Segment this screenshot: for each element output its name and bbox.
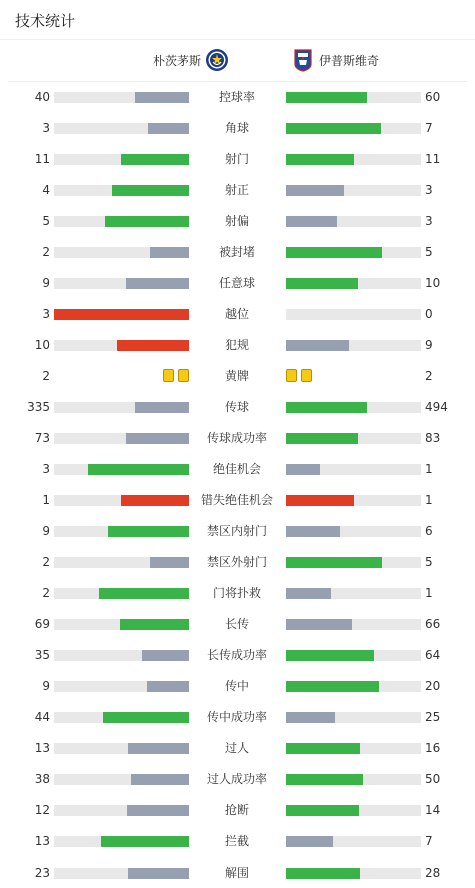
away-value: 7 bbox=[425, 121, 433, 136]
home-value: 11 bbox=[34, 152, 50, 167]
home-bar-fill bbox=[126, 278, 189, 289]
away-bar-track bbox=[286, 712, 421, 723]
home-value: 10 bbox=[34, 338, 50, 353]
home-bar-track bbox=[54, 185, 189, 196]
away-value: 6 bbox=[425, 524, 433, 539]
home-bar-track bbox=[54, 836, 189, 847]
away-bar-track bbox=[286, 650, 421, 661]
home-bar-track bbox=[54, 247, 189, 258]
teams-row bbox=[8, 40, 467, 82]
away-value: 494 bbox=[425, 400, 448, 415]
home-bar-fill bbox=[99, 588, 189, 599]
away-value: 1 bbox=[425, 462, 433, 477]
home-bar-fill bbox=[147, 681, 189, 692]
away-bar-fill bbox=[286, 185, 344, 196]
stat-label: 传中 bbox=[224, 679, 249, 694]
home-value: 13 bbox=[34, 834, 50, 849]
stat-row bbox=[0, 431, 475, 445]
home-value: 38 bbox=[34, 772, 50, 787]
away-bar-track bbox=[286, 526, 421, 537]
home-bar-fill bbox=[101, 836, 189, 847]
home-crest-icon bbox=[205, 48, 229, 72]
away-team-name: 伊普斯维奇 bbox=[319, 53, 380, 68]
away-bar-fill bbox=[286, 402, 367, 413]
stat-row bbox=[0, 648, 475, 662]
home-bar-fill bbox=[54, 309, 189, 320]
stat-label: 拦截 bbox=[224, 834, 249, 849]
away-bar-fill bbox=[286, 464, 320, 475]
stat-row bbox=[0, 710, 475, 724]
stat-label: 传球 bbox=[224, 400, 249, 415]
away-value: 83 bbox=[425, 431, 441, 446]
home-value: 9 bbox=[42, 276, 50, 291]
stat-label: 错失绝佳机会 bbox=[200, 493, 273, 508]
home-value: 5 bbox=[42, 214, 50, 229]
home-bar-track bbox=[54, 712, 189, 723]
home-bar-track bbox=[54, 619, 189, 630]
away-bar-track bbox=[286, 92, 421, 103]
stat-row bbox=[0, 152, 475, 166]
away-bar-fill bbox=[286, 154, 354, 165]
away-value: 3 bbox=[425, 183, 433, 198]
stat-label: 射偏 bbox=[224, 214, 249, 229]
home-bar-fill bbox=[127, 805, 189, 816]
away-value: 16 bbox=[425, 741, 441, 756]
stat-row bbox=[0, 245, 475, 259]
stat-label: 犯规 bbox=[224, 338, 249, 353]
home-team-name: 朴茨茅斯 bbox=[152, 53, 201, 68]
home-value: 2 bbox=[42, 555, 50, 570]
away-bar-track bbox=[286, 495, 421, 506]
home-bar-track bbox=[54, 681, 189, 692]
away-bar-track bbox=[286, 836, 421, 847]
away-value: 50 bbox=[425, 772, 441, 787]
home-value: 12 bbox=[34, 803, 50, 818]
away-bar-track bbox=[286, 681, 421, 692]
stat-row bbox=[0, 338, 475, 352]
home-bar-track bbox=[54, 588, 189, 599]
yellow-card-icon bbox=[286, 369, 297, 382]
home-bar-fill bbox=[135, 92, 189, 103]
home-bar-fill bbox=[103, 712, 189, 723]
home-bar-fill bbox=[108, 526, 189, 537]
away-bar-fill bbox=[286, 650, 374, 661]
away-bar-fill bbox=[286, 681, 379, 692]
yellow-card-icon bbox=[163, 369, 174, 382]
home-value: 3 bbox=[42, 307, 50, 322]
stat-label: 角球 bbox=[224, 121, 249, 136]
away-bar-track bbox=[286, 774, 421, 785]
home-bar-track bbox=[54, 868, 189, 879]
away-bar-fill bbox=[286, 495, 354, 506]
stat-row bbox=[0, 400, 475, 414]
stat-row bbox=[0, 214, 475, 228]
away-value: 28 bbox=[425, 865, 441, 880]
home-bar-track bbox=[54, 123, 189, 134]
away-value: 66 bbox=[425, 617, 441, 632]
away-value: 11 bbox=[425, 152, 441, 167]
home-value: 23 bbox=[34, 865, 50, 880]
home-bar-fill bbox=[150, 247, 189, 258]
home-bar-track bbox=[54, 526, 189, 537]
home-value: 2 bbox=[42, 369, 50, 384]
stat-row bbox=[0, 90, 475, 104]
away-bar-fill bbox=[286, 433, 358, 444]
home-bar-fill bbox=[112, 185, 189, 196]
away-value: 5 bbox=[425, 245, 433, 260]
away-value: 14 bbox=[425, 803, 441, 818]
stat-label: 传球成功率 bbox=[206, 431, 267, 446]
stat-label: 过人 bbox=[224, 741, 249, 756]
stat-row bbox=[0, 183, 475, 197]
stat-label: 控球率 bbox=[218, 90, 255, 104]
away-bar-fill bbox=[286, 868, 360, 879]
home-value: 35 bbox=[34, 648, 50, 663]
stat-row bbox=[0, 834, 475, 848]
away-value: 7 bbox=[425, 834, 433, 849]
home-value: 40 bbox=[34, 90, 50, 104]
stat-label: 黄牌 bbox=[224, 369, 249, 384]
stat-row bbox=[0, 121, 475, 135]
home-bar-track bbox=[54, 743, 189, 754]
stat-label: 射正 bbox=[224, 183, 249, 198]
home-bar-track bbox=[54, 774, 189, 785]
away-bar-fill bbox=[286, 340, 349, 351]
home-value: 3 bbox=[42, 462, 50, 477]
away-bar-fill bbox=[286, 123, 381, 134]
home-bar-track bbox=[54, 650, 189, 661]
stat-row bbox=[0, 772, 475, 786]
stat-label: 传中成功率 bbox=[206, 710, 267, 725]
stat-row bbox=[0, 803, 475, 817]
stat-label: 门将扑救 bbox=[212, 586, 261, 601]
away-value: 3 bbox=[425, 214, 433, 229]
away-bar-track bbox=[286, 588, 421, 599]
stat-row bbox=[0, 369, 475, 383]
stat-label: 任意球 bbox=[218, 276, 255, 291]
away-team[interactable] bbox=[291, 48, 379, 72]
home-value: 335 bbox=[27, 400, 50, 415]
home-bar-fill bbox=[135, 402, 189, 413]
away-bar-fill bbox=[286, 619, 352, 630]
home-yellow-cards bbox=[163, 369, 189, 382]
away-bar-fill bbox=[286, 836, 333, 847]
away-value: 10 bbox=[425, 276, 441, 291]
home-bar-fill bbox=[128, 743, 189, 754]
home-value: 44 bbox=[34, 710, 50, 725]
home-value: 69 bbox=[34, 617, 50, 632]
home-bar-track bbox=[54, 154, 189, 165]
away-bar-track bbox=[286, 464, 421, 475]
away-bar-fill bbox=[286, 557, 382, 568]
stat-row bbox=[0, 679, 475, 693]
home-value: 9 bbox=[42, 679, 50, 694]
away-bar-track bbox=[286, 743, 421, 754]
home-bar-track bbox=[54, 402, 189, 413]
stat-row bbox=[0, 524, 475, 538]
home-bar-fill bbox=[121, 154, 189, 165]
away-bar-track bbox=[286, 805, 421, 816]
stat-row bbox=[0, 741, 475, 755]
stat-label: 抢断 bbox=[224, 803, 249, 818]
away-bar-track bbox=[286, 402, 421, 413]
stat-label: 射门 bbox=[224, 152, 249, 167]
home-bar-fill bbox=[142, 650, 189, 661]
away-bar-fill bbox=[286, 774, 363, 785]
home-bar-track bbox=[54, 309, 189, 320]
away-bar-fill bbox=[286, 743, 360, 754]
away-bar-track bbox=[286, 278, 421, 289]
section-header bbox=[0, 0, 475, 40]
stat-row bbox=[0, 462, 475, 476]
home-bar-track bbox=[54, 557, 189, 568]
away-value: 1 bbox=[425, 586, 433, 601]
away-crest-icon bbox=[291, 48, 315, 72]
home-bar-fill bbox=[105, 216, 189, 227]
home-value: 13 bbox=[34, 741, 50, 756]
stat-label: 解围 bbox=[224, 865, 249, 880]
stat-row bbox=[0, 307, 475, 321]
stat-label: 越位 bbox=[224, 307, 249, 322]
home-bar-track bbox=[54, 495, 189, 506]
away-bar-track bbox=[286, 309, 421, 320]
home-bar-track bbox=[54, 278, 189, 289]
away-bar-fill bbox=[286, 588, 331, 599]
stat-label: 被封堵 bbox=[218, 245, 255, 260]
away-bar-track bbox=[286, 247, 421, 258]
away-bar-fill bbox=[286, 278, 358, 289]
home-bar-fill bbox=[126, 433, 189, 444]
home-bar-fill bbox=[148, 123, 189, 134]
home-value: 2 bbox=[42, 245, 50, 260]
yellow-card-icon bbox=[301, 369, 312, 382]
away-bar-fill bbox=[286, 712, 335, 723]
away-value: 9 bbox=[425, 338, 433, 353]
away-bar-fill bbox=[286, 92, 367, 103]
away-bar-track bbox=[286, 340, 421, 351]
stat-row bbox=[0, 276, 475, 290]
home-team[interactable] bbox=[153, 48, 229, 72]
home-bar-fill bbox=[117, 340, 189, 351]
stat-row bbox=[0, 586, 475, 600]
stat-label: 绝佳机会 bbox=[212, 462, 261, 477]
away-value: 0 bbox=[425, 307, 433, 322]
away-bar-track bbox=[286, 433, 421, 444]
away-bar-track bbox=[286, 619, 421, 630]
home-bar-fill bbox=[150, 557, 189, 568]
yellow-card-icon bbox=[178, 369, 189, 382]
stat-row bbox=[0, 555, 475, 569]
away-value: 60 bbox=[425, 90, 441, 104]
away-bar-fill bbox=[286, 216, 337, 227]
away-value: 5 bbox=[425, 555, 433, 570]
home-bar-track bbox=[54, 92, 189, 103]
home-bar-fill bbox=[121, 495, 189, 506]
stat-row bbox=[0, 617, 475, 631]
home-value: 3 bbox=[42, 121, 50, 136]
away-yellow-cards bbox=[286, 369, 312, 382]
stat-label: 禁区外射门 bbox=[206, 555, 267, 570]
away-value: 2 bbox=[425, 369, 433, 384]
home-bar-fill bbox=[128, 868, 189, 879]
home-value: 1 bbox=[42, 493, 50, 508]
away-bar-fill bbox=[286, 526, 340, 537]
home-bar-track bbox=[54, 340, 189, 351]
home-bar-fill bbox=[120, 619, 189, 630]
away-value: 64 bbox=[425, 648, 441, 663]
stat-row bbox=[0, 493, 475, 507]
away-value: 25 bbox=[425, 710, 441, 725]
away-bar-track bbox=[286, 216, 421, 227]
home-bar-fill bbox=[131, 774, 189, 785]
away-bar-track bbox=[286, 185, 421, 196]
away-bar-track bbox=[286, 123, 421, 134]
stat-label: 过人成功率 bbox=[206, 772, 267, 787]
stat-label: 禁区内射门 bbox=[206, 524, 267, 539]
away-value: 1 bbox=[425, 493, 433, 508]
home-bar-fill bbox=[88, 464, 189, 475]
home-value: 9 bbox=[42, 524, 50, 539]
home-value: 2 bbox=[42, 586, 50, 601]
stat-label: 长传成功率 bbox=[206, 648, 267, 663]
away-bar-track bbox=[286, 557, 421, 568]
home-bar-track bbox=[54, 433, 189, 444]
home-bar-track bbox=[54, 464, 189, 475]
away-value: 20 bbox=[425, 679, 441, 694]
section-title: 技术统计 bbox=[15, 12, 76, 30]
stat-row bbox=[0, 866, 475, 880]
away-bar-fill bbox=[286, 247, 382, 258]
away-bar-track bbox=[286, 868, 421, 879]
home-value: 4 bbox=[42, 183, 50, 198]
stat-label: 长传 bbox=[224, 617, 249, 632]
away-bar-track bbox=[286, 154, 421, 165]
home-value: 73 bbox=[34, 431, 50, 446]
home-bar-track bbox=[54, 805, 189, 816]
away-bar-fill bbox=[286, 805, 359, 816]
home-bar-track bbox=[54, 216, 189, 227]
